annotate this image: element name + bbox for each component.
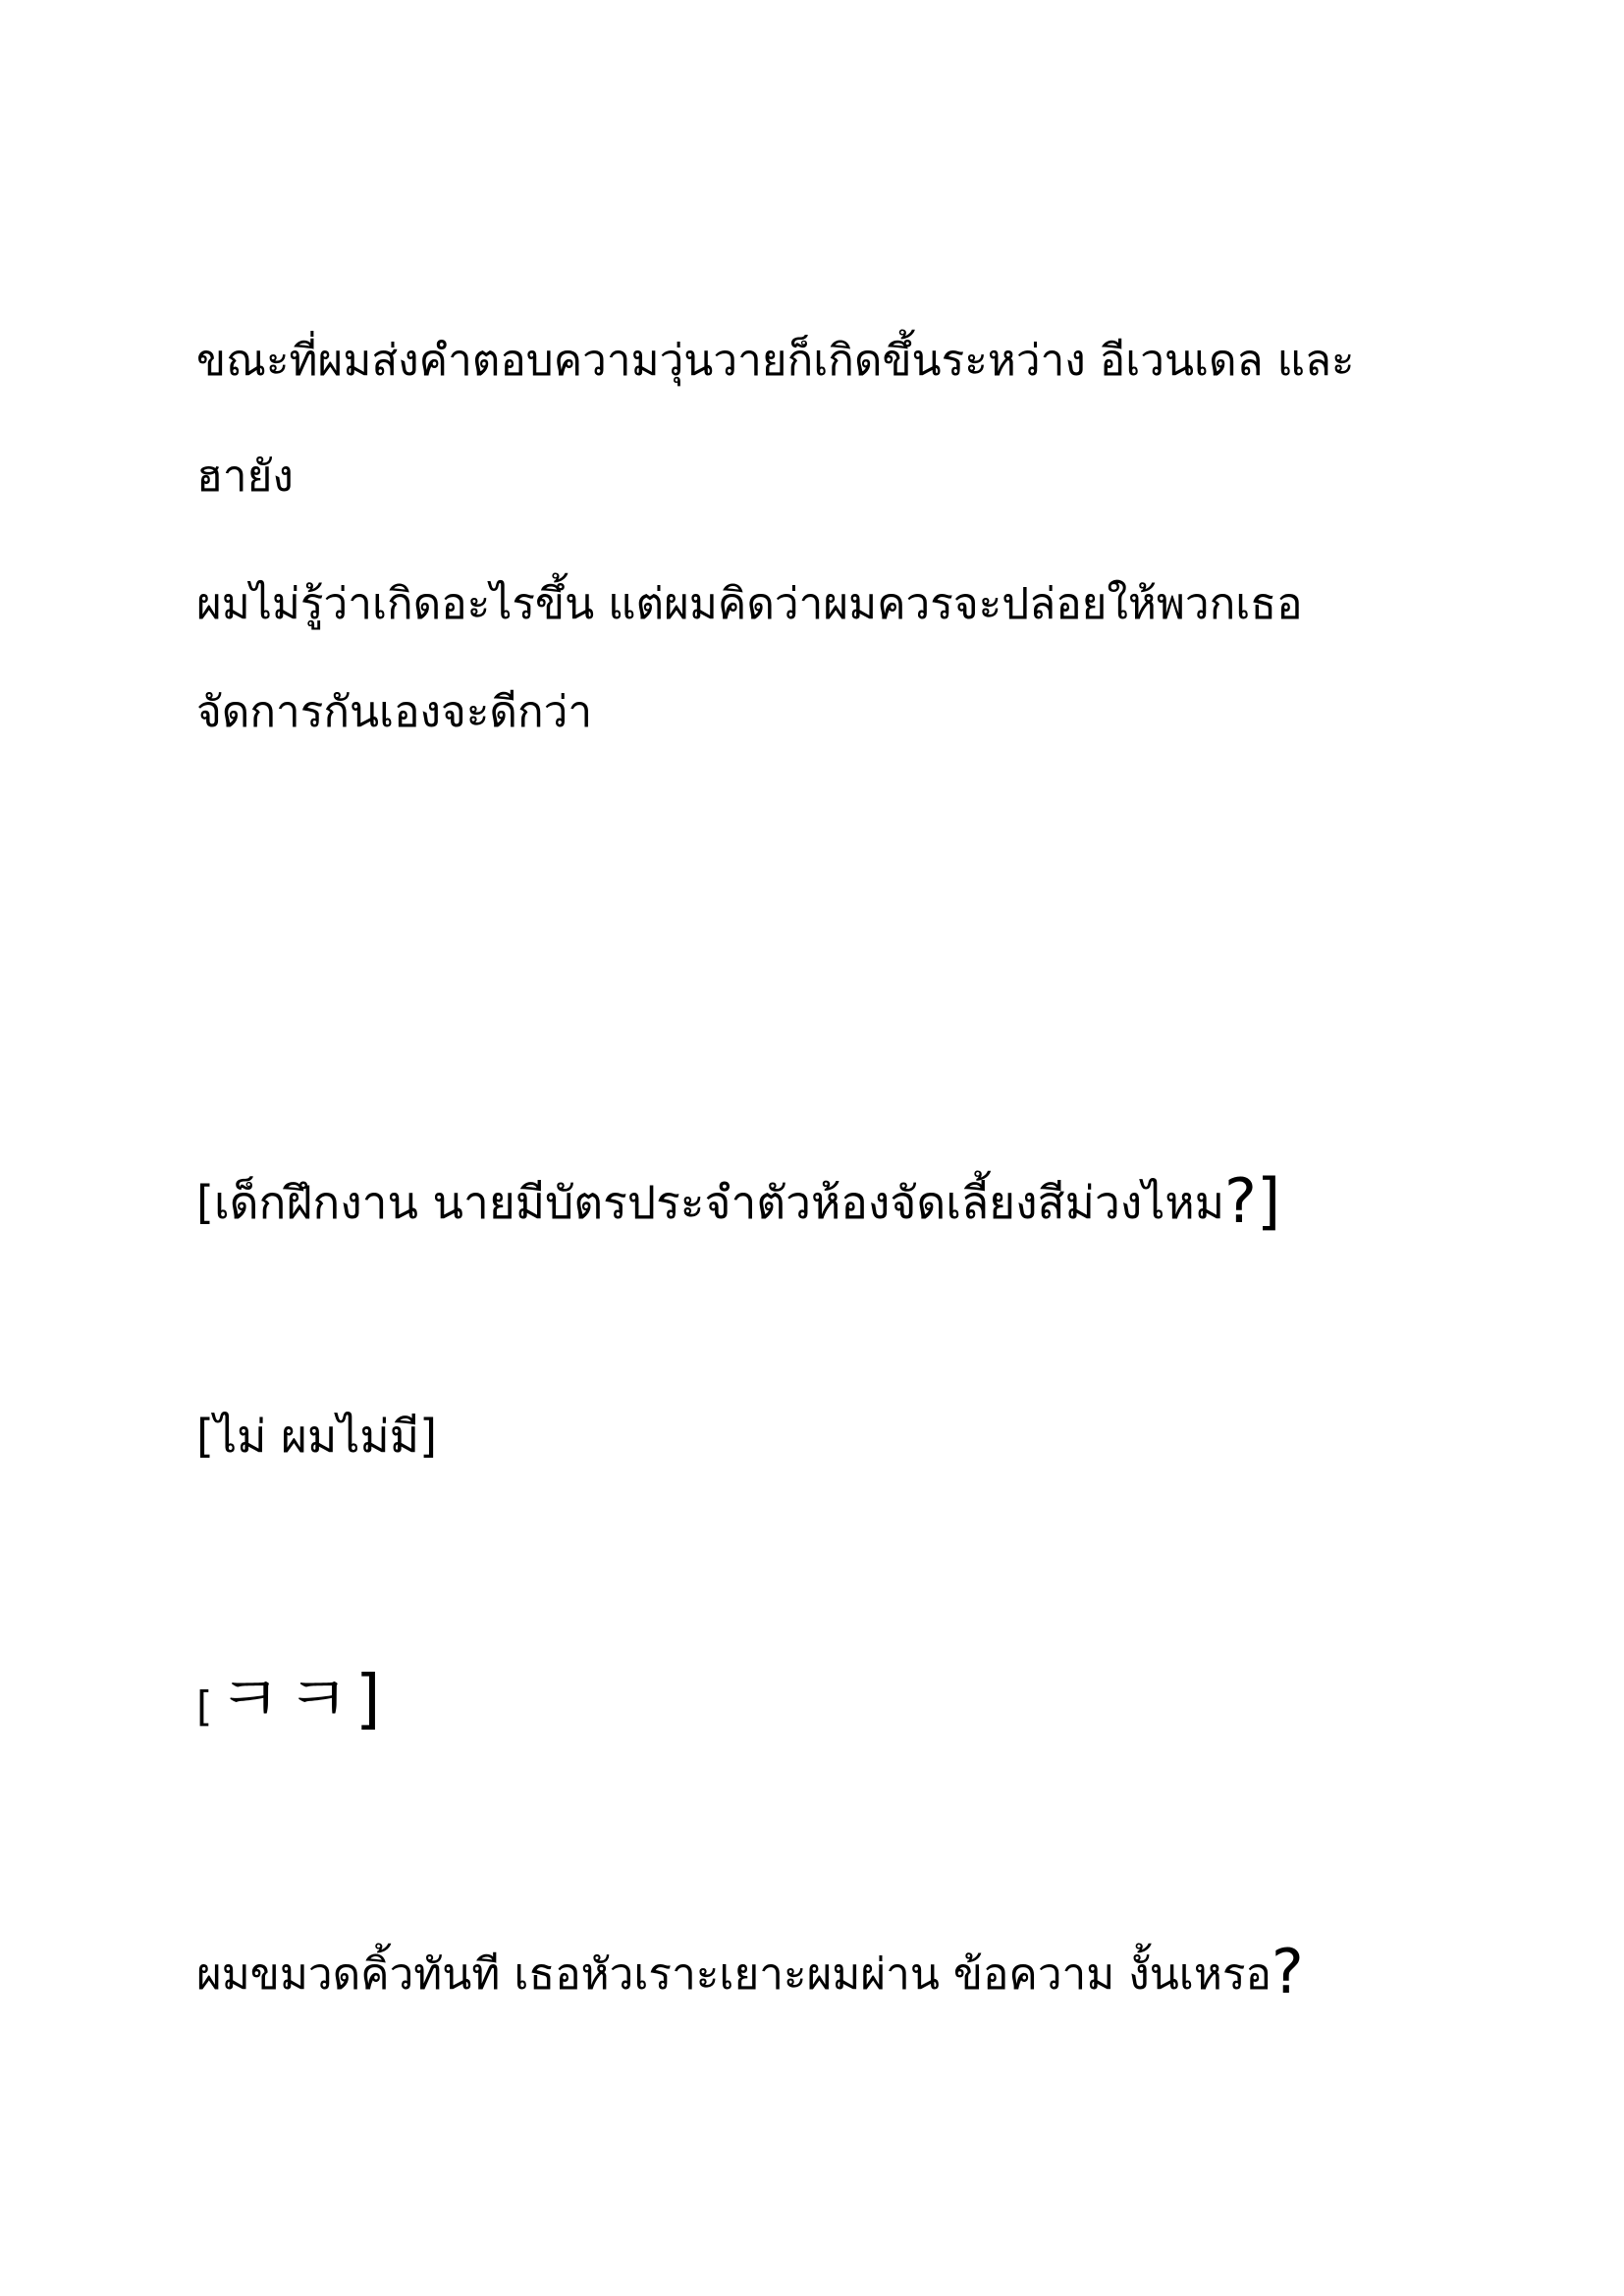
message-laugh [196,1659,387,1740]
closing-line [196,1934,1304,2010]
message-question-text: [เด็กฝึกงาน นายมีบัตรประจำตัวห้องจัดเลี้ยงสีม่วงไหม [196,1176,1225,1229]
message-laugh-text: ㅋㅋ] [218,1661,387,1736]
paragraph-2-line-1: ผมไม่รู้ว่าเกิดอะไรขึ้น แต่ผมคิดว่าผมควรจะปล่อยให้พวกเธอ [196,579,1303,629]
closing-line-text: ผมขมวดคิ้วทันที เธอหัวเราะเยาะผมผ่าน ข้อความ งั้นเหรอ [196,1949,1272,2000]
message-reply: [ไม่ ผมไม่มี] [196,1410,438,1463]
message-question-end: ?] [1224,1165,1281,1237]
closing-line-end: ? [1271,1936,1304,2007]
paragraph-1-line-1: ขณะที่ผมส่งคำตอบความวุ่นวายก็เกิดขึ้นระหว่าง อีเวนเดล และ [196,336,1355,386]
message-laugh-open-bracket: [ [196,1682,219,1731]
message-question [196,1163,1280,1240]
paragraph-2-line-2: จัดการกันเองจะดีกว่า [196,687,593,737]
paragraph-1-line-2: ฮายัง [196,452,294,502]
